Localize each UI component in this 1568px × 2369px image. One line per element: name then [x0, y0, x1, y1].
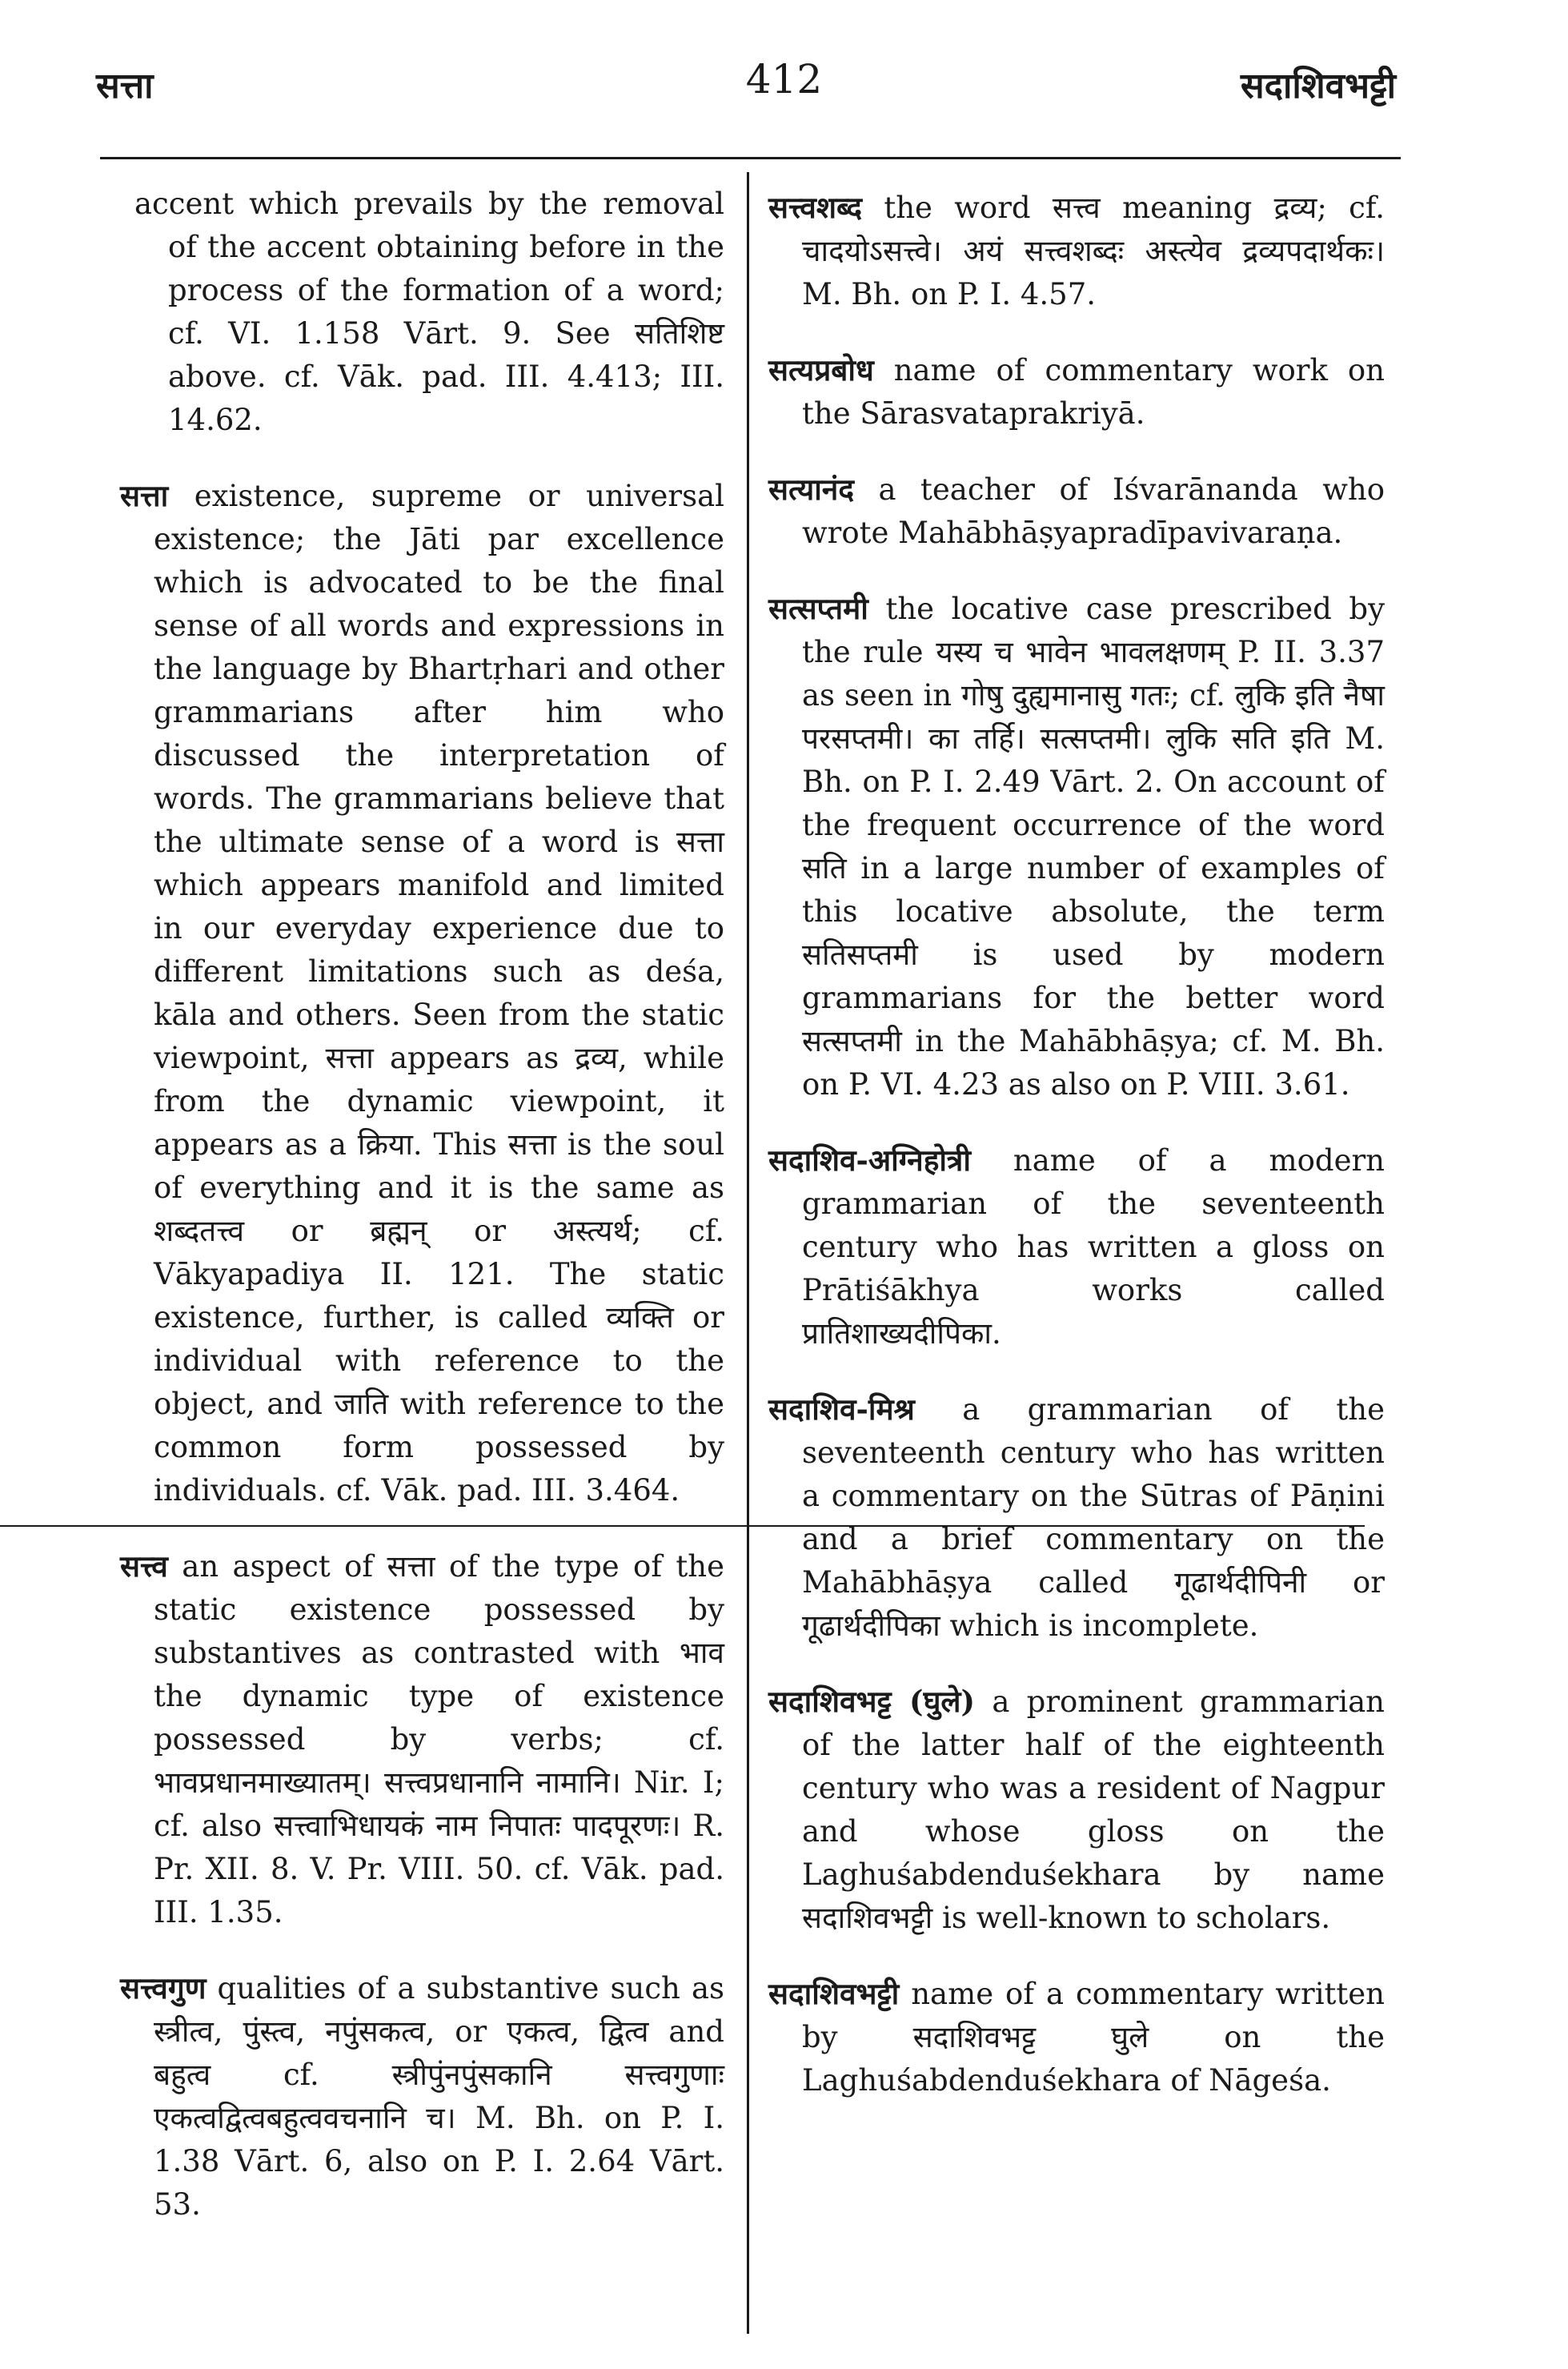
left-column — [120, 183, 724, 2259]
entry-text: name of a commentary written by सदाशिवभट्ट घुले on the Laghuśabdenduśekhara of Nāgeśa. — [802, 1977, 1386, 2098]
entry-satyaprabodha — [768, 348, 1385, 436]
entry-headword: सत्यप्रबोध — [768, 352, 874, 387]
entry-satta — [120, 474, 724, 1512]
entry-headword: सदाशिव-अग्निहोत्री — [768, 1142, 971, 1178]
entry-text: a prominent grammarian of the latter half of the eighteenth century who was a resident of Nagpur and whose gloss on the Laghuśabdenduśekhara by name सदाशिवभट्टी is well-known to scholars. — [802, 1684, 1385, 1935]
entry-satsaptami — [768, 587, 1385, 1106]
entry-text: name of commentary work on the Sārasvataprakriyā. — [802, 353, 1385, 431]
entry-headword: सत्सप्तमी — [768, 591, 868, 626]
entry-text: the word सत्त्व meaning द्रव्य; cf. चादयोऽसत्त्वे। अयं सत्त्वशब्दः अस्त्येव द्रव्यपदार्थकः। M. Bh. on P. I. 4.57. — [802, 191, 1386, 311]
entry-headword: सत्यानंद — [768, 472, 854, 507]
entry-sadashivabhatta — [768, 1680, 1385, 1940]
entry-continued — [120, 183, 724, 442]
entry-satyananda — [768, 468, 1385, 555]
running-head-left: सत्ता — [96, 66, 154, 106]
entry-headword: सत्त्वगुण — [120, 1970, 207, 2006]
entry-text: the locative case prescribed by the rule यस्य च भावेन भावलक्षणम् P. II. 3.37 as seen in गोषु दुह्यमानासु गतः; cf. लुकि इति नैषा परसप्तमी। का तर्हि। सत्सप्तमी। लुकि सति इति M. Bh. on P. I. 2.49 Vārt. 2. On account of the frequent occurrence of the word सति in a large number of examples of this locative absolute, the term सतिसप्तमी is used by modern grammarians for the better word सत्सप्तमी in the Mahābhāṣya; cf. M. Bh. on P. VI. 4.23 as also on P. VIII. 3.61. — [802, 592, 1386, 1102]
page-number: 412 — [745, 56, 823, 102]
entry-text: a grammarian of the seventeenth century who has written a commentary on the Sūtras of Pāṇini and a brief commentary on the Mahābhāṣya called गूढार्थदीपिनी or गूढार्थदीपिका which is incomplete. — [802, 1392, 1385, 1643]
entry-text: existence, supreme or universal existence; the Jāti par excellence which is advocated to be the final sense of all words and expressions in the language by Bhartṛhari and other grammarians after him who discussed the interpretation of words. The grammarians believe that the ultimate sense of a word is सत्ता which appears manifold and limited in our everyday experience due to different limitations such as deśa, kāla and others. Seen from the static viewpoint, सत्ता appears as द्रव्य, while from the dynamic viewpoint, it appears as a क्रिया. This सत्ता is the soul of everything and it is the same as शब्दतत्त्व or ब्रह्मन् or अस्त्यर्थ; cf. Vākyapadiya II. 121. The static existence, further, is called व्यक्ति or individual with reference to the object, and जाति with reference to the common form possessed by individuals. cf. Vāk. pad. III. 3.464. — [154, 479, 724, 1508]
entry-headword: सदाशिवभट्टी — [768, 1976, 900, 2011]
entry-headword: सत्त्व — [120, 1548, 168, 1584]
entry-sattvashabda — [768, 186, 1385, 316]
entry-headword: सत्त्वशब्द — [768, 190, 862, 225]
entry-sattvaguna — [120, 1966, 724, 2226]
entry-text: a teacher of Iśvarānanda who wrote Mahābhāṣyapradīpavivaraṇa. — [802, 472, 1385, 550]
entry-sadashiva-mishra — [768, 1387, 1385, 1648]
entry-headword: सदाशिवभट्ट (घुले) — [768, 1684, 976, 1719]
entry-sadashivabhatti — [768, 1972, 1385, 2102]
entry-text: qualities of a substantive such as स्त्रीत्व, पुंस्त्व, नपुंसकत्व, or एकत्व, द्वित्व and बहुत्व cf. स्त्रीपुंनपुंसकानि सत्त्वगुणाः एकत्वद्वित्वबहुत्ववचनानि च। M. Bh. on P. I. 1.38 Vārt. 6, also on P. I. 2.64 Vārt. 53. — [154, 1971, 725, 2222]
right-column — [768, 186, 1385, 2134]
entry-sattva — [120, 1544, 724, 1934]
entry-text: an aspect of सत्ता of the type of the static existence possessed by substantives as contrasted with भाव the dynamic type of existence possessed by verbs; cf. भावप्रधानमाख्यातम्। सत्त्वप्रधानानि नामानि। Nir. I; cf. also सत्त्वाभिधायकं नाम निपातः पादपूरणः। R. Pr. XII. 8. V. Pr. VIII. 50. cf. Vāk. pad. III. 1.35. — [154, 1549, 724, 1929]
column-divider — [747, 172, 749, 2334]
entry-text: name of a modern grammarian of the seventeenth century who has written a gloss on Prātiśākhya works called प्रातिशाख्यदीपिका. — [802, 1143, 1385, 1351]
entry-sadashiva-agnihotri — [768, 1138, 1385, 1355]
running-head-right: सदाशिवभट्टी — [1240, 66, 1396, 106]
entry-headword: सदाशिव-मिश्र — [768, 1391, 915, 1427]
entry-headword: सत्ता — [120, 478, 169, 513]
header-rule — [100, 157, 1401, 159]
entry-text: accent which prevails by the removal of the accent obtaining before in the process of the formation of a word; cf. VI. 1.158 Vārt. 9. See सतिशिष्ट above. cf. Vāk. pad. III. 4.413; III. 14.62. — [134, 187, 724, 437]
